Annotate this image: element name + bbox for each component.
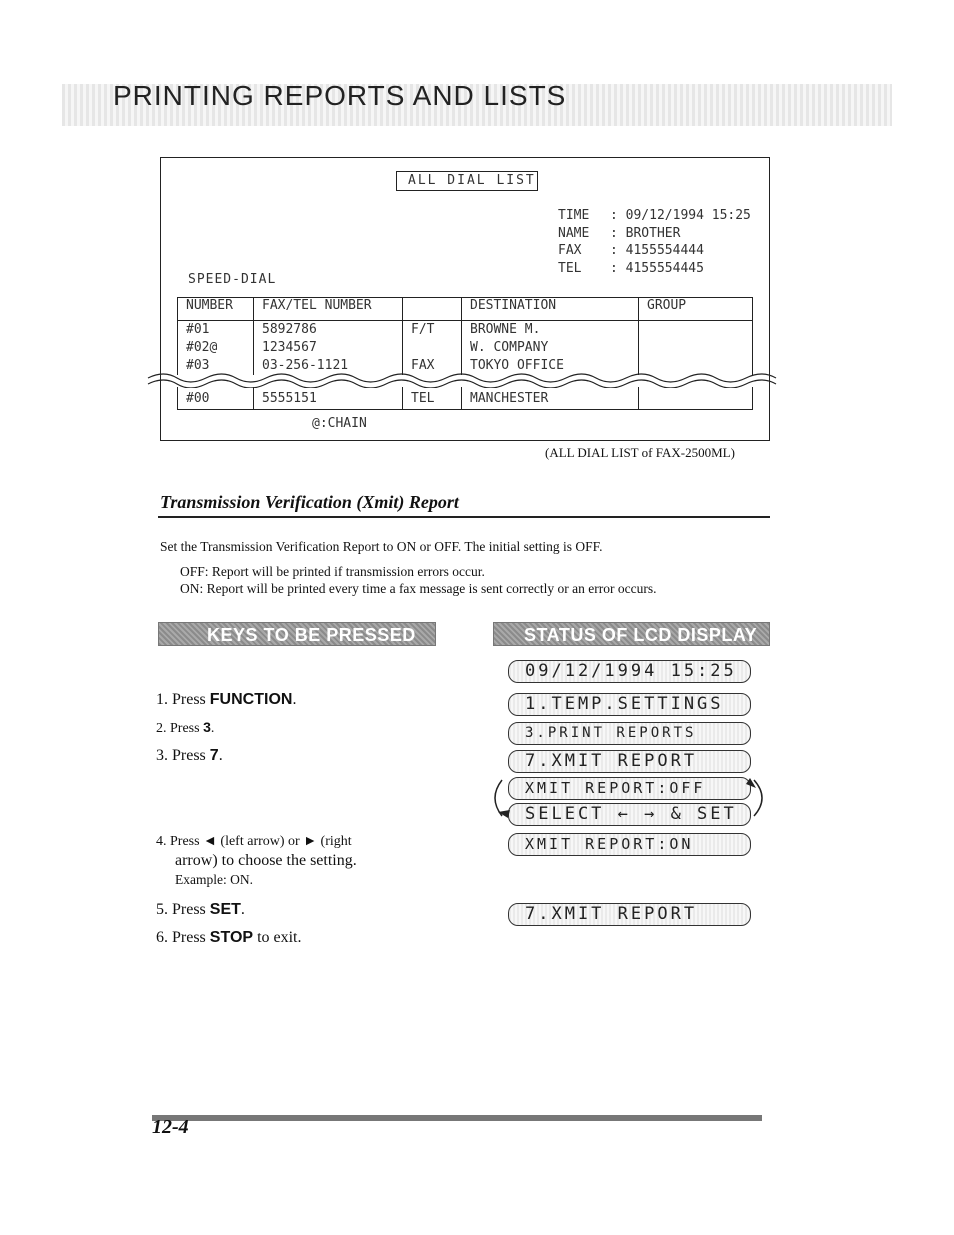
lcd-print-reports: 3.PRINT REPORTS [508,722,751,745]
cell-destination: MANCHESTER [462,387,639,410]
key-7: 7 [209,747,219,764]
key-3: 3 [203,719,211,735]
keys-banner: KEYS TO BE PRESSED [158,622,436,646]
cell-destination: TOKYO OFFICE [462,357,639,375]
section-rule [158,516,770,518]
page-title: PRINTING REPORTS AND LISTS [113,80,567,111]
col-header-destination: DESTINATION [462,298,639,321]
cell-number: #00 [178,387,254,410]
cell-phone: 1234567 [254,339,403,357]
footer-rule [152,1115,762,1121]
step-4-continued: arrow) to choose the setting. [175,852,357,869]
step-6: 6. Press STOP to exit. [156,929,302,946]
torn-edge-break [146,366,786,388]
info-row-tel: TEL : 4155554445 [558,261,704,276]
key-stop: STOP [209,929,254,946]
dial-list-title: ALL DIAL LIST [408,173,536,188]
col-header-type [403,298,462,321]
speed-dial-label: SPEED-DIAL [188,272,277,287]
table-row [178,387,753,410]
cell-number: #02@ [178,339,254,357]
cell-number: #01 [178,321,254,340]
cell-phone: 03-256-1121 [254,357,403,375]
lcd-banner: STATUS OF LCD DISPLAY [493,622,770,646]
step-3: 3. Press 7. [156,747,223,764]
on-description: ON: Report will be printed every time a fax message is sent correctly or an error occurs. [180,581,657,596]
info-row-time: TIME : 09/12/1994 15:25 [558,208,751,223]
step-4: 4. Press ◄ (left arrow) or ► (right [156,834,352,849]
table-row [178,339,753,357]
step-2: 2. Press 3. [156,719,215,736]
cell-group [639,321,753,340]
col-header-number: NUMBER [178,298,254,321]
cell-phone: 5892786 [254,321,403,340]
table-header-row [178,298,753,321]
cell-type: TEL [403,387,462,410]
cell-destination: W. COMPANY [462,339,639,357]
toggle-bracket-arrows [484,770,774,830]
cell-type [403,339,462,357]
col-header-phone: FAX/TEL NUMBER [254,298,403,321]
section-title: Transmission Verification (Xmit) Report [160,492,459,512]
lcd-date-time: 09/12/1994 15:25 [508,660,751,683]
info-row-fax: FAX : 4155554444 [558,243,704,258]
lcd-xmit-report-exit: 7.XMIT REPORT [508,903,751,926]
cell-group [639,339,753,357]
lcd-xmit-report-off: XMIT REPORT:OFF [508,777,751,800]
chain-note: @:CHAIN [312,416,367,431]
off-description: OFF: Report will be printed if transmission errors occur. [180,564,485,579]
dial-list-caption: (ALL DIAL LIST of FAX-2500ML) [545,445,735,460]
intro-text: Set the Transmission Verification Report to ON or OFF. The initial setting is OFF. [160,539,603,554]
cell-group [639,387,753,410]
info-row-name: NAME : BROTHER [558,226,681,241]
lcd-temp-settings: 1.TEMP.SETTINGS [508,693,751,716]
step-5: 5. Press SET. [156,901,245,918]
cell-number: #03 [178,357,254,375]
table-row [178,321,753,340]
lcd-select-set: SELECT ← → & SET [508,803,751,826]
col-header-group: GROUP [639,298,753,321]
step-1: 1. Press FUNCTION. [156,691,297,708]
lcd-xmit-report: 7.XMIT REPORT [508,750,751,773]
step-4-example: Example: ON. [175,872,253,887]
key-function: FUNCTION [209,691,293,708]
dial-table [177,297,753,375]
dial-table-continued [177,387,753,410]
cell-type: F/T [403,321,462,340]
key-set: SET [209,901,241,918]
lcd-xmit-report-on: XMIT REPORT:ON [508,833,751,856]
cell-phone: 5555151 [254,387,403,410]
page-number: 12-4 [152,1116,189,1138]
cell-type: FAX [403,357,462,375]
cell-destination: BROWNE M. [462,321,639,340]
